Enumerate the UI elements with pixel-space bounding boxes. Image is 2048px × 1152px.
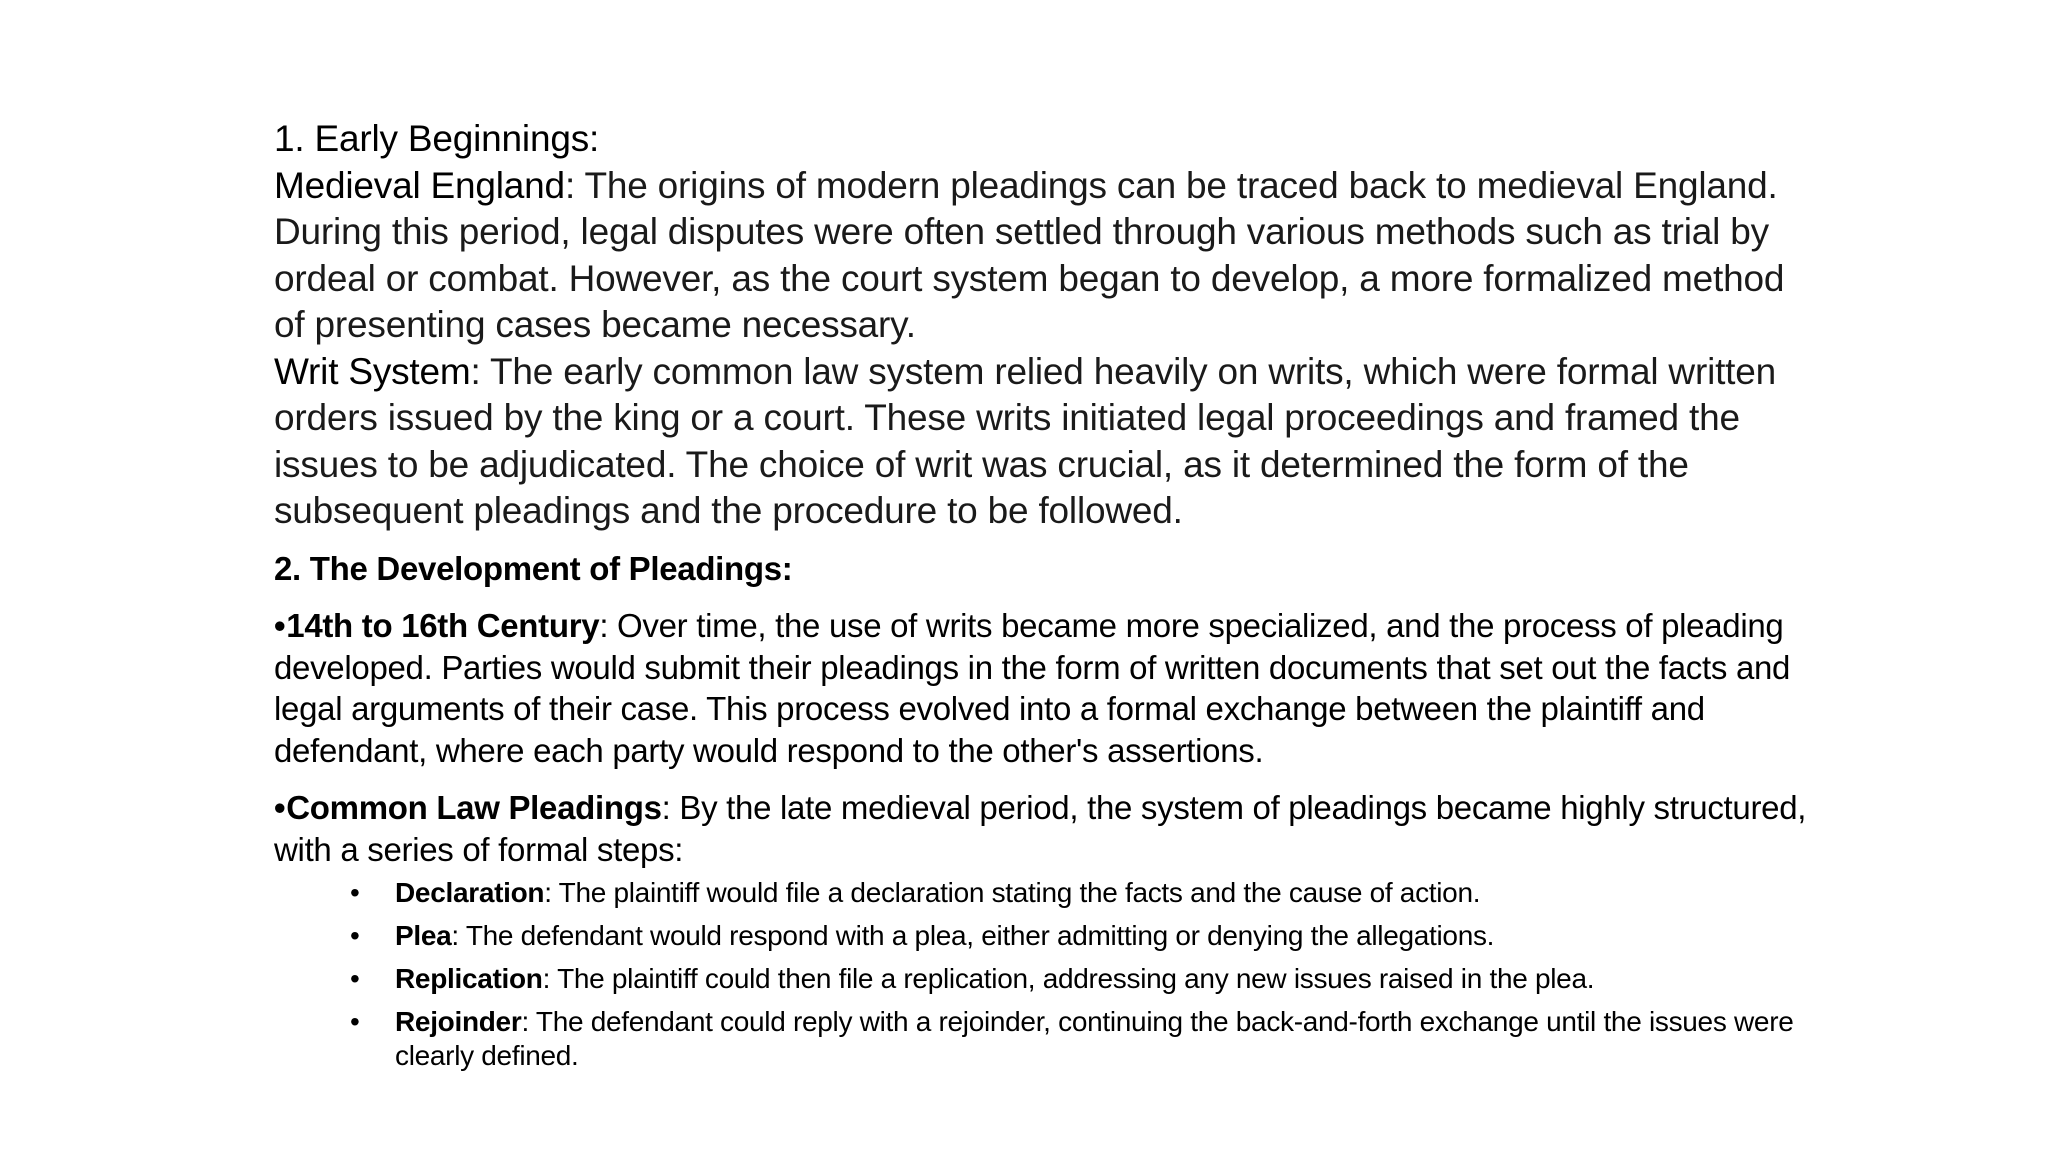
text-14th-16th-century: : Over time, the use of writs became more specialized, and the process of pleading developed. Parties would submit their pleadings in the form of written documents that set out the facts and legal arguments of their case. This process evolved into a formal exchange between the plaintiff and defendant, where each party would respond to the other's assertions. <box>274 607 1791 769</box>
bullet-icon: • <box>350 963 360 994</box>
list-item-declaration <box>350 876 1814 910</box>
term-medieval-england: Medieval England <box>274 164 565 206</box>
text-writ-system: : The early common law system relied heavily on writs, which were formal written orders issued by the king or a court. These writs initiated legal proceedings and framed the issues to be adjudicated. The choice of writ was crucial, as it determined the form of the subsequent pleadings and the procedure to be followed. <box>274 350 1777 531</box>
term-plea: Plea <box>395 920 452 951</box>
list-item-replication <box>350 962 1814 996</box>
text-medieval-england: : The origins of modern pleadings can be traced back to medieval England. During this period, legal disputes were often settled through various methods such as trial by ordeal or combat. However, as the court system began to develop, a more formalized method of presenting cases became necessary. <box>274 164 1785 345</box>
text-rejoinder: : The defendant could reply with a rejoinder, continuing the back-and-forth exchange until the issues were clearly defined. <box>395 1006 1794 1071</box>
section-heading: 2. The Development of Pleadings: <box>274 549 793 587</box>
term-declaration: Declaration <box>395 877 545 908</box>
bullet-icon: • <box>350 1006 360 1037</box>
text-replication: : The plaintiff could then file a replication, addressing any new issues raised in the plea. <box>542 963 1595 994</box>
section-heading: 1. Early Beginnings: <box>274 118 600 159</box>
term-common-law-pleadings: Common Law Pleadings <box>286 789 662 826</box>
bullet-icon: • <box>274 789 286 826</box>
term-writ-system: Writ System <box>274 350 471 392</box>
term-replication: Replication <box>395 963 543 994</box>
bullet-icon: • <box>350 920 360 951</box>
section-early-beginnings <box>274 116 1814 535</box>
slide-content <box>274 116 1814 1082</box>
text-common-law-pleadings: : By the late medieval period, the system of pleadings became highly structured, with a series of formal steps: <box>274 789 1807 868</box>
bullet-icon: • <box>274 607 286 644</box>
paragraph-common-law-pleadings <box>274 787 1814 870</box>
term-14th-16th-century: 14th to 16th Century <box>286 607 600 644</box>
section-development-of-pleadings <box>274 548 1814 1074</box>
bullet-icon: • <box>350 877 360 908</box>
text-plea: : The defendant would respond with a plea, either admitting or denying the allegations. <box>451 920 1495 951</box>
pleading-steps-list <box>274 876 1814 1073</box>
paragraph-medieval-england <box>274 163 1814 349</box>
paragraph-14th-16th-century <box>274 605 1814 771</box>
list-item-rejoinder <box>350 1005 1814 1073</box>
text-declaration: : The plaintiff would file a declaration stating the facts and the cause of action. <box>544 877 1481 908</box>
term-rejoinder: Rejoinder <box>395 1006 522 1037</box>
paragraph-writ-system <box>274 349 1814 535</box>
list-item-plea <box>350 919 1814 953</box>
